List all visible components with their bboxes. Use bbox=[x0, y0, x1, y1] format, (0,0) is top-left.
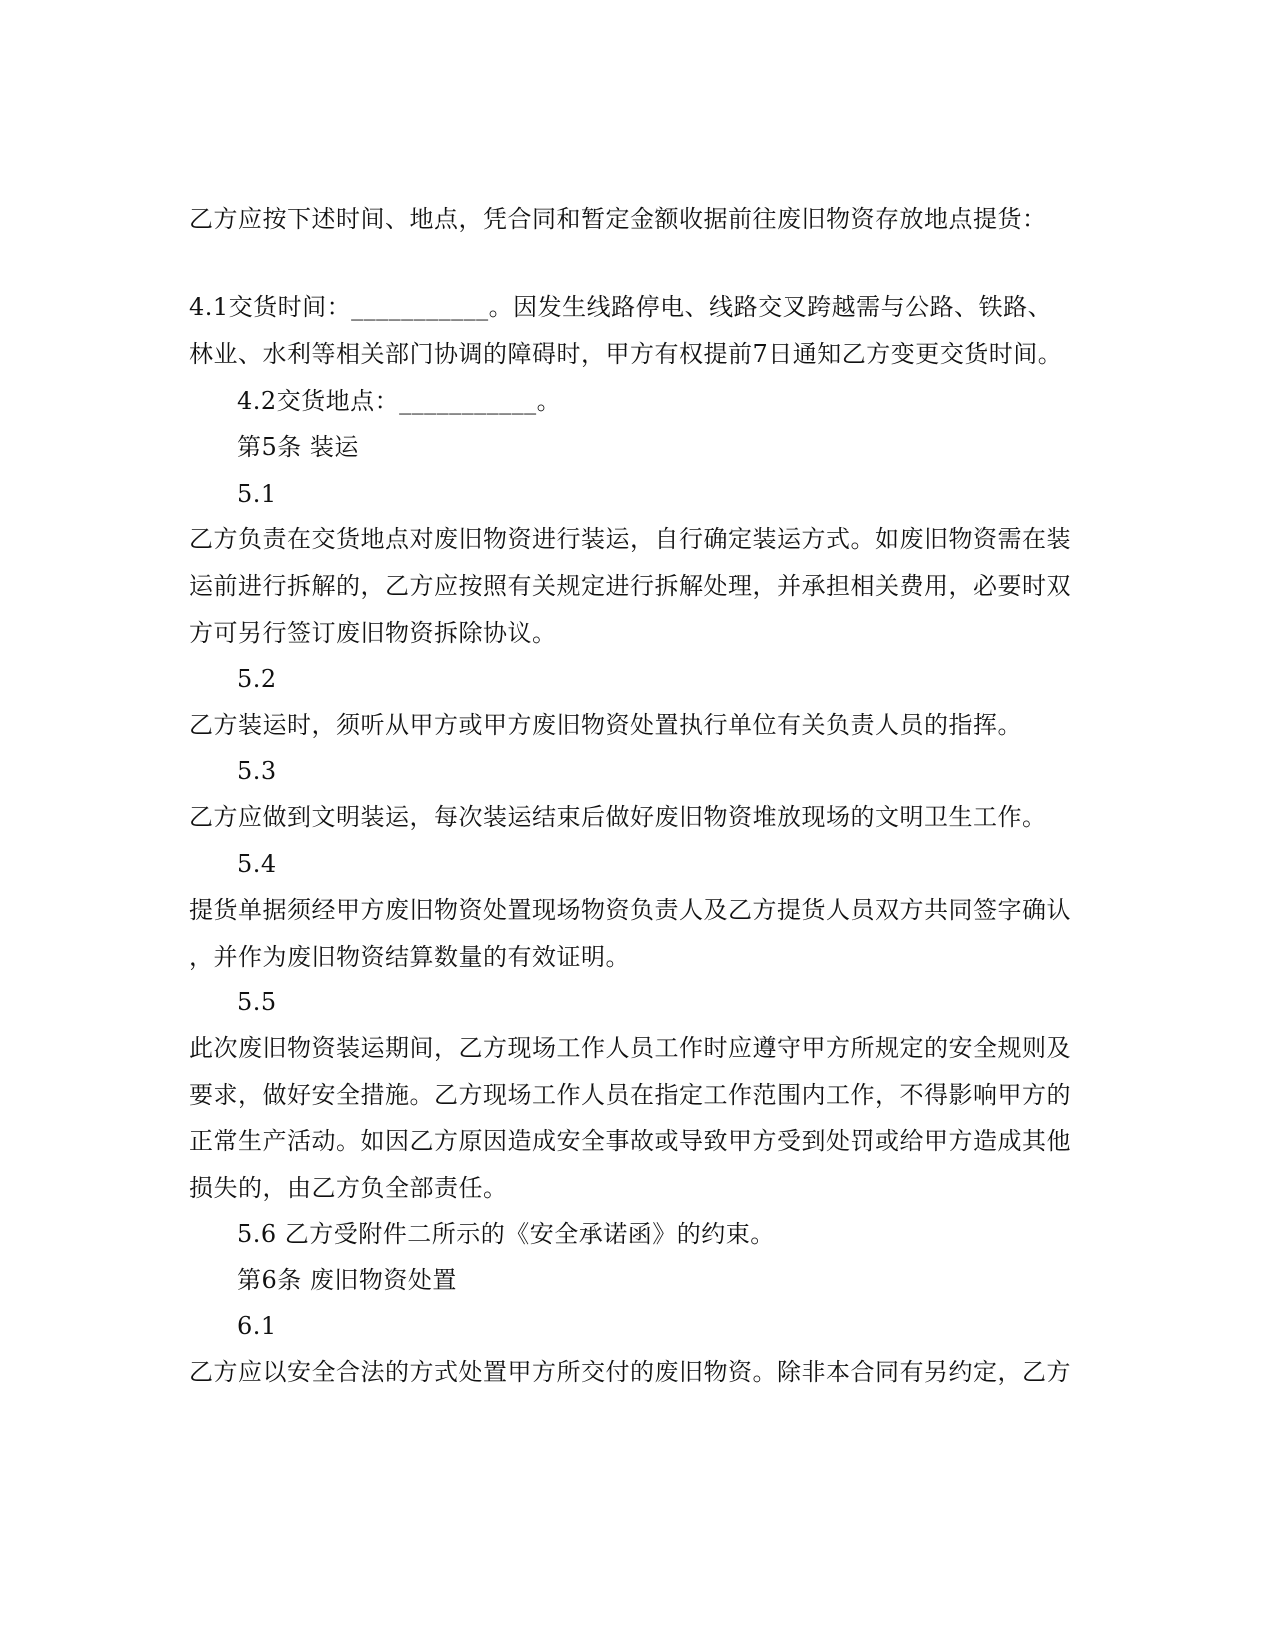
clause-5-4-number: 5.4 bbox=[237, 850, 277, 878]
clause-5-1-line-1: 乙方负责在交货地点对废旧物资进行装运，自行确定装运方式。如废旧物资需在装 bbox=[189, 525, 1071, 553]
article-5-heading: 第5条 装运 bbox=[237, 433, 359, 461]
clause-5-1-line-3: 方可另行签订废旧物资拆除协议。 bbox=[189, 619, 557, 647]
clause-5-4-line-1: 提货单据须经甲方废旧物资处置现场物资负责人及乙方提货人员双方共同签字确认 bbox=[189, 896, 1071, 924]
clause-4-1-line-1: 4.1交货时间：___________。因发生线路停电、线路交叉跨越需与公路、铁路、 bbox=[189, 293, 1053, 321]
clause-5-4-line-2: ，并作为废旧物资结算数量的有效证明。 bbox=[189, 943, 630, 971]
clause-4-2: 4.2交货地点：___________。 bbox=[237, 387, 562, 415]
clause-5-3-number: 5.3 bbox=[237, 757, 277, 785]
article-6-heading: 第6条 废旧物资处置 bbox=[237, 1266, 457, 1294]
clause-5-1-number: 5.1 bbox=[237, 480, 277, 508]
clause-5-5-number: 5.5 bbox=[237, 988, 277, 1016]
clause-5-2-number: 5.2 bbox=[237, 665, 277, 693]
clause-5-5-line-4: 损失的，由乙方负全部责任。 bbox=[189, 1174, 508, 1202]
clause-5-1-line-2: 运前进行拆解的，乙方应按照有关规定进行拆解处理，并承担相关费用，必要时双 bbox=[189, 572, 1071, 600]
clause-5-2-text: 乙方装运时，须听从甲方或甲方废旧物资处置执行单位有关负责人员的指挥。 bbox=[189, 711, 1022, 739]
clause-4-1-line-2: 林业、水利等相关部门协调的障碍时，甲方有权提前7日通知乙方变更交货时间。 bbox=[189, 340, 1063, 368]
clause-5-3-text: 乙方应做到文明装运，每次装运结束后做好废旧物资堆放现场的文明卫生工作。 bbox=[189, 803, 1047, 831]
clause-5-5-line-3: 正常生产活动。如因乙方原因造成安全事故或导致甲方受到处罚或给甲方造成其他 bbox=[189, 1127, 1071, 1155]
clause-6-1-line-1: 乙方应以安全合法的方式处置甲方所交付的废旧物资。除非本合同有另约定，乙方 bbox=[189, 1358, 1071, 1386]
clause-5-5-line-2: 要求，做好安全措施。乙方现场工作人员在指定工作范围内工作，不得影响甲方的 bbox=[189, 1081, 1071, 1109]
clause-5-6: 5.6 乙方受附件二所示的《安全承诺函》的约束。 bbox=[237, 1220, 775, 1248]
paragraph-pickup-intro: 乙方应按下述时间、地点，凭合同和暂定金额收据前往废旧物资存放地点提货： bbox=[189, 205, 1047, 233]
clause-6-1-number: 6.1 bbox=[237, 1312, 277, 1340]
clause-5-5-line-1: 此次废旧物资装运期间，乙方现场工作人员工作时应遵守甲方所规定的安全规则及 bbox=[189, 1034, 1071, 1062]
